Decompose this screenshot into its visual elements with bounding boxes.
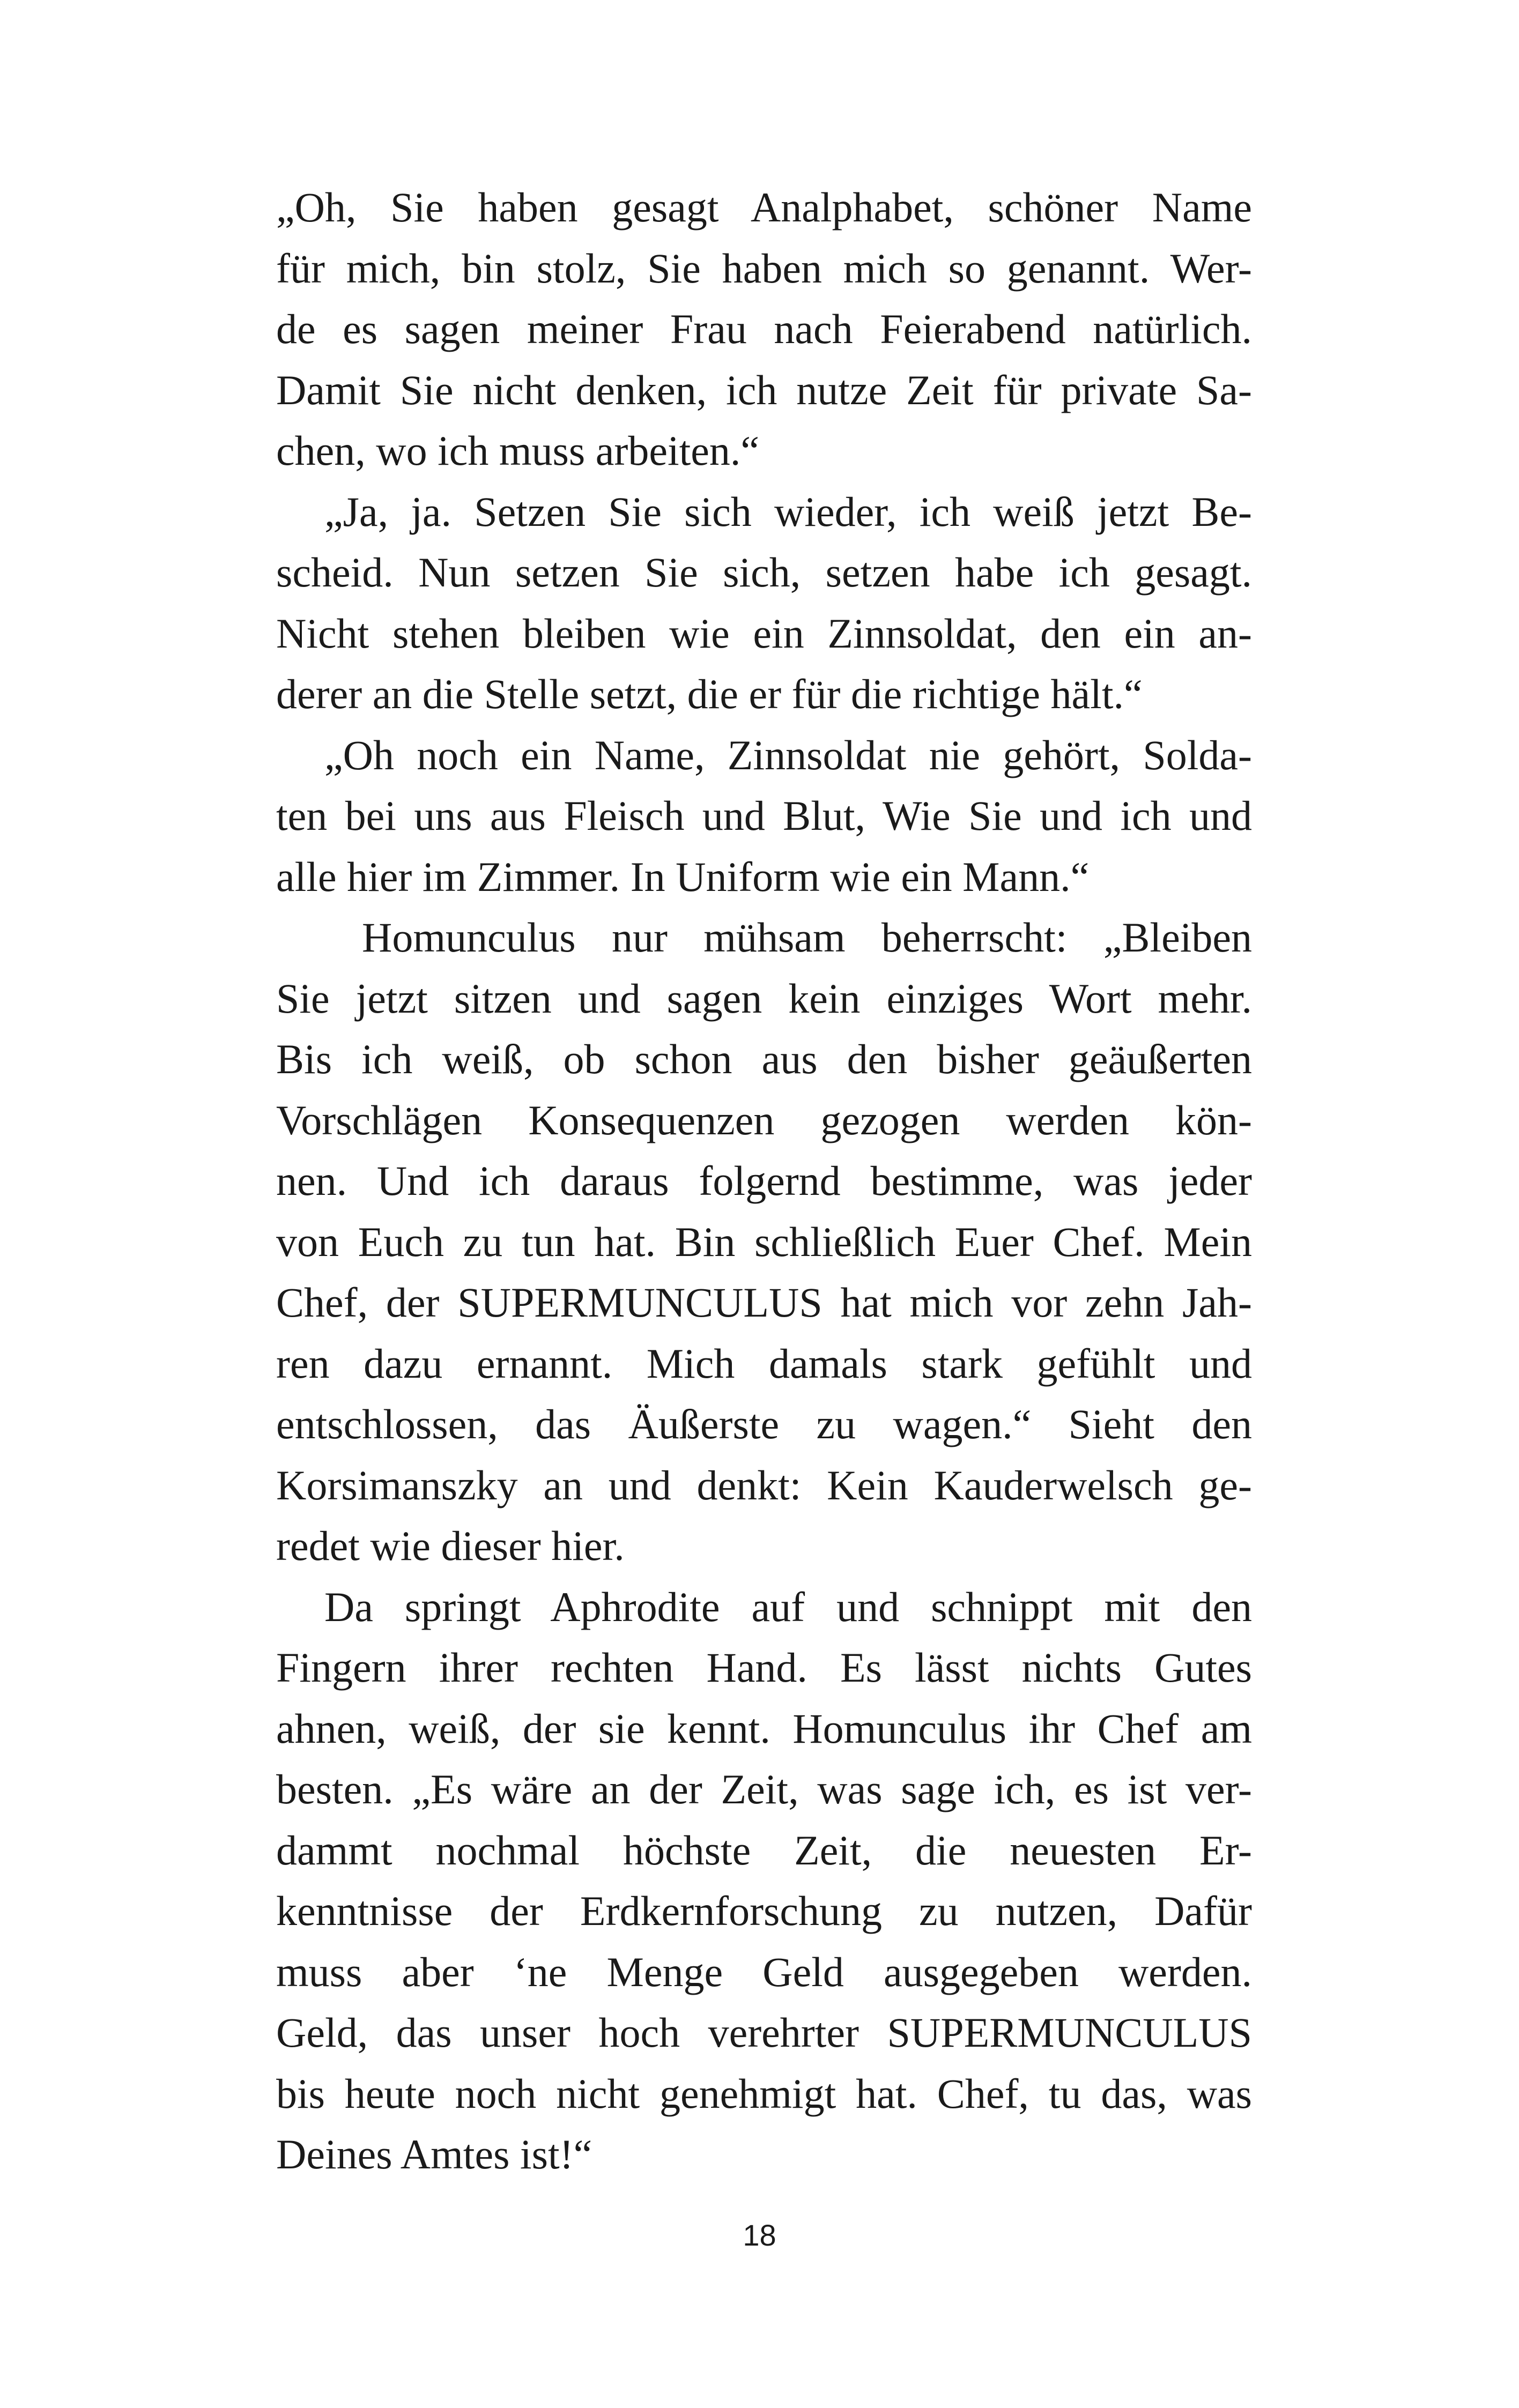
text-line: Nicht stehen bleiben wie ein Zinnsoldat, den ein an- [276, 610, 1252, 657]
paragraph [276, 481, 1252, 725]
text-line: derer an die Stelle setzt, die er für die richtige hält.“ [276, 671, 1143, 717]
text-line: von Euch zu tun hat. Bin schließlich Euer Chef. Mein [276, 1218, 1252, 1265]
text-line: Deines Amtes ist!“ [276, 2131, 592, 2177]
text-line: Homunculus nur mühsam beherrscht: „Bleiben [362, 914, 1252, 961]
text-line: besten. „Es wäre an der Zeit, was sage ich, es ist ver- [276, 1766, 1252, 1812]
paragraph [276, 907, 1252, 1577]
text-line: Sie jetzt sitzen und sagen kein einziges Wort mehr. [276, 975, 1252, 1022]
text-line: Bis ich weiß, ob schon aus den bisher geäußerten [276, 1036, 1252, 1082]
text-line: redet wie dieser hier. [276, 1522, 625, 1569]
text-line: Korsimanszky an und denkt: Kein Kauderwelsch ge- [276, 1461, 1252, 1508]
text-line: Damit Sie nicht denken, ich nutze Zeit für private Sa- [276, 366, 1252, 413]
text-line: für mich, bin stolz, Sie haben mich so genannt. Wer- [276, 244, 1252, 292]
text-line: Fingern ihrer rechten Hand. Es lässt nichts Gutes [276, 1644, 1252, 1691]
text-line: Geld, das unser hoch verehrter SUPERMUNCULUS [276, 2009, 1252, 2056]
text-line: ahnen, weiß, der sie kennt. Homunculus ihr Chef am [276, 1705, 1252, 1752]
page-number: 18 [743, 2218, 776, 2252]
text-line: ren dazu ernannt. Mich damals stark gefühlt und [276, 1340, 1252, 1387]
text-line: bis heute noch nicht genehmigt hat. Chef, tu das, was [276, 2070, 1252, 2117]
text-line: ten bei uns aus Fleisch und Blut, Wie Sie und ich und [276, 792, 1252, 839]
text-line: de es sagen meiner Frau nach Feierabend natürlich. [276, 306, 1252, 352]
text-line: Vorschlägen Konsequenzen gezogen werden kön- [276, 1096, 1252, 1143]
paragraph [276, 725, 1252, 908]
text-line: nen. Und ich daraus folgernd bestimme, was jeder [276, 1157, 1252, 1204]
text-line: alle hier im Zimmer. In Uniform wie ein Mann.“ [276, 853, 1090, 900]
paragraph [276, 177, 1252, 481]
text-line: scheid. Nun setzen Sie sich, setzen habe ich gesagt. [276, 549, 1252, 596]
text-line: entschlossen, das Äußerste zu wagen.“ Sieht den [276, 1401, 1252, 1447]
text-line: kenntnisse der Erdkernforschung zu nutzen, Dafür [276, 1887, 1252, 1934]
text-line: dammt nochmal höchste Zeit, die neuesten Er- [276, 1826, 1252, 1874]
body-text [276, 177, 1252, 2185]
text-line: „Oh, Sie haben gesagt Analphabet, schöner Name [276, 184, 1252, 231]
paragraph [276, 1577, 1252, 2185]
text-line: „Oh noch ein Name, Zinnsoldat nie gehört, Solda- [324, 731, 1252, 778]
text-line: muss aber ‘ne Menge Geld ausgegeben werden. [276, 1948, 1252, 1995]
text-line: „Ja, ja. Setzen Sie sich wieder, ich weiß jetzt Be- [324, 488, 1252, 535]
text-line: Chef, der SUPERMUNCULUS hat mich vor zehn Jah- [276, 1279, 1252, 1326]
text-line: chen, wo ich muss arbeiten.“ [276, 427, 760, 474]
text-line: Da springt Aphrodite auf und schnippt mit den [324, 1583, 1252, 1630]
